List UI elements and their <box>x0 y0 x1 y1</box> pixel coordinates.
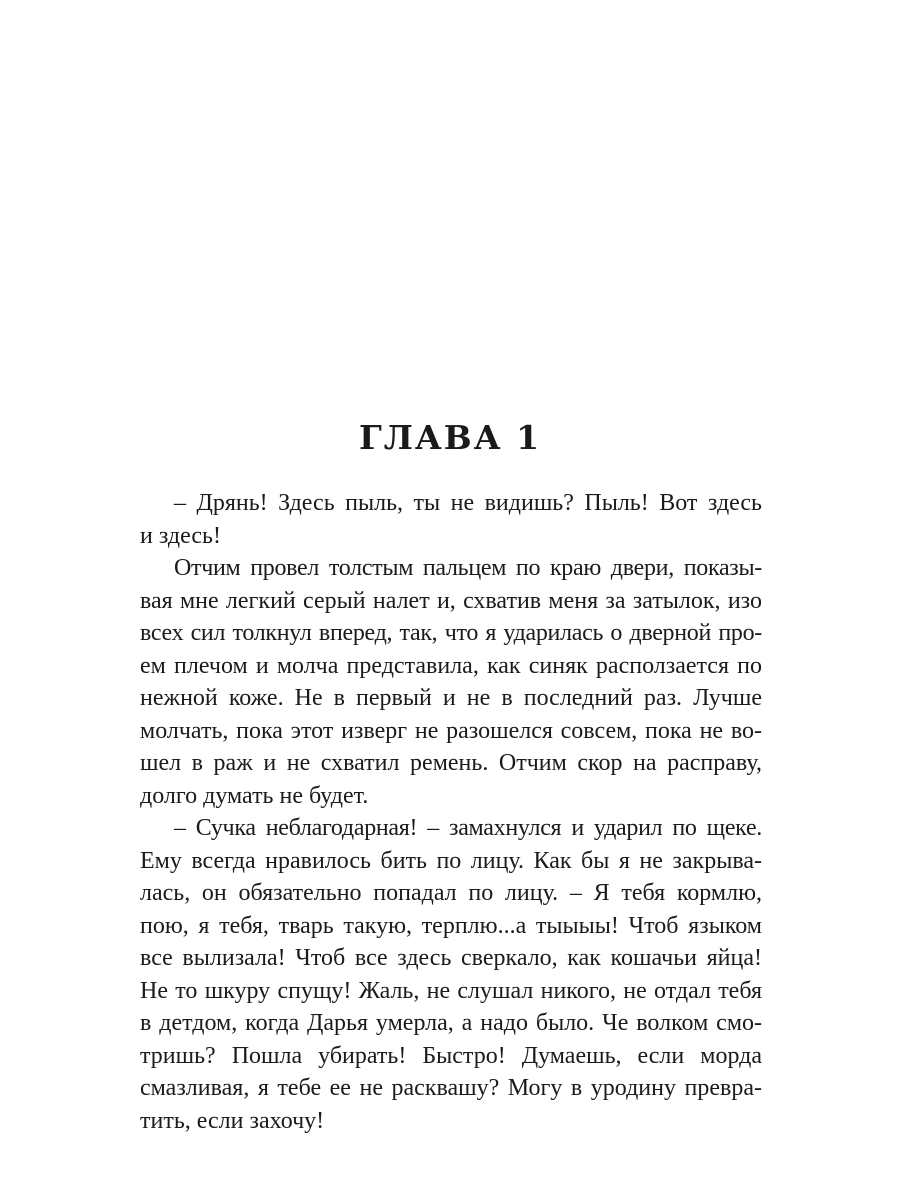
text-line: тришь? Пошла убирать! Быстро! Думаешь, если морда <box>140 1042 762 1069</box>
text-line: ем плечом и молча представила, как синяк расползается по <box>140 652 762 679</box>
text-line: – Сучка неблагодарная! – замахнулся и ударил по щеке. <box>174 815 762 841</box>
paragraph-3 <box>140 812 762 1137</box>
text-line: нежной коже. Не в первый и не в последний раз. Лучше <box>140 685 762 711</box>
text-line: Отчим провел толстым пальцем по краю двери, показы- <box>174 555 762 581</box>
text-line: Ему всегда нравилось бить по лицу. Как бы я не закрыва- <box>140 847 762 874</box>
text-line: молчать, пока этот изверг не разошелся совсем, пока не во- <box>140 717 762 744</box>
chapter-title: ГЛАВА 1 <box>358 418 542 457</box>
text-line: пою, я тебя, тварь такую, терплю...а тыыыы! Чтоб языком <box>140 912 762 939</box>
text-line: в детдом, когда Дарья умерла, а надо было. Че волком смо- <box>140 1010 762 1036</box>
paragraph-1 <box>140 487 762 552</box>
text-line: всех сил толкнул вперед, так, что я ударилась о дверной про- <box>140 620 762 646</box>
text-line: все вылизала! Чтоб все здесь сверкало, как кошачьи яйца! <box>140 945 762 971</box>
chapter-body <box>140 487 762 1137</box>
text-line: долго думать не будет. <box>140 782 369 809</box>
text-line: тить, если захочу! <box>140 1107 325 1134</box>
text-line: – Дрянь! Здесь пыль, ты не видишь? Пыль! Вот здесь <box>174 490 762 516</box>
text-line: лась, он обязательно попадал по лицу. – Я тебя кормлю, <box>140 880 762 906</box>
text-line: вая мне легкий серый налет и, схватив меня за затылок, изо <box>140 587 762 614</box>
text-line: Не то шкуру спущу! Жаль, не слушал никого, не отдал тебя <box>140 977 762 1004</box>
text-line: смазливая, я тебе ее не расквашу? Могу в уродину превра- <box>140 1075 762 1101</box>
text-line: шел в раж и не схватил ремень. Отчим скор на расправу, <box>140 750 762 776</box>
paragraph-2 <box>140 552 762 812</box>
text-line: и здесь! <box>140 522 221 549</box>
